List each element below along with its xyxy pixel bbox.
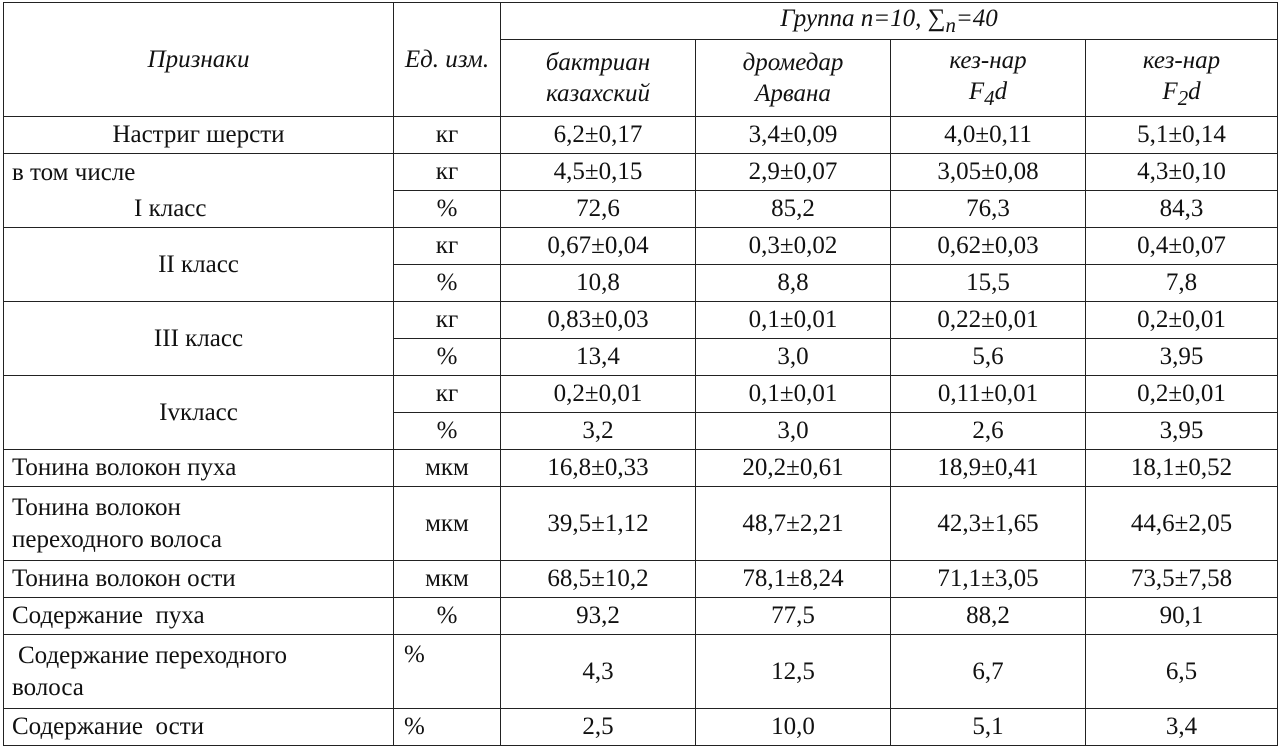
row-label: Тонина волокон пуха [4, 450, 394, 487]
row-unit: кг [394, 154, 501, 191]
cell: 3,05±0,08 [891, 154, 1086, 191]
cell: 16,8±0,33 [501, 450, 696, 487]
cell: 10,8 [501, 265, 696, 302]
row-label: в том числе [4, 154, 394, 191]
row-label: Тонина волокон ости [4, 561, 394, 598]
cell: 4,0±0,11 [891, 117, 1086, 154]
table-row [4, 487, 1278, 561]
cell: 78,1±8,24 [696, 561, 891, 598]
row-unit: % [394, 265, 501, 302]
row-unit: мкм [394, 561, 501, 598]
row-unit: % [394, 709, 501, 746]
row-unit: мкм [394, 450, 501, 487]
cell: 39,5±1,12 [501, 487, 696, 561]
row-unit: кг [394, 228, 501, 265]
wool-traits-table [3, 2, 1278, 746]
cell: 3,4±0,09 [696, 117, 891, 154]
cell: 18,9±0,41 [891, 450, 1086, 487]
cell: 72,6 [501, 191, 696, 228]
header-unit: Ед. изм. [394, 3, 501, 117]
cell: 2,9±0,07 [696, 154, 891, 191]
cell: 5,6 [891, 339, 1086, 376]
cell: 7,8 [1086, 265, 1278, 302]
cell: 77,5 [696, 598, 891, 635]
cell: 13,4 [501, 339, 696, 376]
cell: 42,3±1,65 [891, 487, 1086, 561]
cell: 84,3 [1086, 191, 1278, 228]
cell: 4,3±0,10 [1086, 154, 1278, 191]
table-row [4, 635, 1278, 709]
header-col-kez-nar-f2d: кез-нар $F_2d$ [1086, 40, 1278, 117]
cell: 12,5 [696, 635, 891, 709]
cell: 0,2±0,01 [1086, 302, 1278, 339]
cell: 88,2 [891, 598, 1086, 635]
cell: 3,4 [1086, 709, 1278, 746]
cell: 2,5 [501, 709, 696, 746]
cell: 0,4±0,07 [1086, 228, 1278, 265]
cell: 3,95 [1086, 413, 1278, 450]
cell: 6,7 [891, 635, 1086, 709]
row-unit: кг [394, 302, 501, 339]
cell: 71,1±3,05 [891, 561, 1086, 598]
cell: 0,22±0,01 [891, 302, 1086, 339]
row-label: III класс [4, 302, 394, 376]
cell: 44,6±2,05 [1086, 487, 1278, 561]
cell: 73,5±7,58 [1086, 561, 1278, 598]
table-row [4, 450, 1278, 487]
cell: 0,1±0,01 [696, 376, 891, 413]
cell: 4,5±0,15 [501, 154, 696, 191]
row-label: Настриг шерсти [4, 117, 394, 154]
cell: 3,0 [696, 413, 891, 450]
header-col-kez-nar-f4d: кез-нар $F_4d$ [891, 40, 1086, 117]
table-row [4, 709, 1278, 746]
row-unit: % [394, 339, 501, 376]
table-row [4, 154, 1278, 191]
table-row [4, 191, 1278, 228]
cell: 2,6 [891, 413, 1086, 450]
cell: 6,2±0,17 [501, 117, 696, 154]
cell: 48,7±2,21 [696, 487, 891, 561]
cell: 0,3±0,02 [696, 228, 891, 265]
row-unit: % [394, 191, 501, 228]
row-label: Содержание переходного волоса [4, 635, 394, 709]
cell: 6,5 [1086, 635, 1278, 709]
cell: 4,3 [501, 635, 696, 709]
cell: 93,2 [501, 598, 696, 635]
cell: 0,62±0,03 [891, 228, 1086, 265]
cell: 0,83±0,03 [501, 302, 696, 339]
cell: 0,67±0,04 [501, 228, 696, 265]
cell: 8,8 [696, 265, 891, 302]
row-unit: кг [394, 376, 501, 413]
table-row [4, 598, 1278, 635]
cell: 0,1±0,01 [696, 302, 891, 339]
cell: 68,5±10,2 [501, 561, 696, 598]
header-group: Группа n=10, $\sum_n=40$ [501, 3, 1278, 40]
cell: 0,2±0,01 [501, 376, 696, 413]
row-label: Тонина волокон переходного волоса [4, 487, 394, 561]
cell: 3,0 [696, 339, 891, 376]
header-features: Признаки [4, 3, 394, 117]
cell: 90,1 [1086, 598, 1278, 635]
row-label: Содержание пуха [4, 598, 394, 635]
cell: 0,11±0,01 [891, 376, 1086, 413]
cell: 3,95 [1086, 339, 1278, 376]
cell: 18,1±0,52 [1086, 450, 1278, 487]
row-label: Содержание ости [4, 709, 394, 746]
cell: 15,5 [891, 265, 1086, 302]
table-row [4, 302, 1278, 339]
cell: 5,1±0,14 [1086, 117, 1278, 154]
row-unit: кг [394, 117, 501, 154]
cell: 0,2±0,01 [1086, 376, 1278, 413]
header-col-dromedary: дромедар Арвана [696, 40, 891, 117]
row-label: II класс [4, 228, 394, 302]
cell: 76,3 [891, 191, 1086, 228]
cell: 5,1 [891, 709, 1086, 746]
table-row [4, 561, 1278, 598]
row-unit: % [394, 635, 501, 709]
cell: 20,2±0,61 [696, 450, 891, 487]
header-col-bactrian: бактриан казахский [501, 40, 696, 117]
cell: 3,2 [501, 413, 696, 450]
row-label: Ivкласс [4, 376, 394, 450]
table-row [4, 228, 1278, 265]
row-unit: мкм [394, 487, 501, 561]
table-row [4, 117, 1278, 154]
row-unit: % [394, 598, 501, 635]
cell: 85,2 [696, 191, 891, 228]
row-label: I класс [4, 191, 394, 228]
row-unit: % [394, 413, 501, 450]
table-row [4, 376, 1278, 413]
cell: 10,0 [696, 709, 891, 746]
